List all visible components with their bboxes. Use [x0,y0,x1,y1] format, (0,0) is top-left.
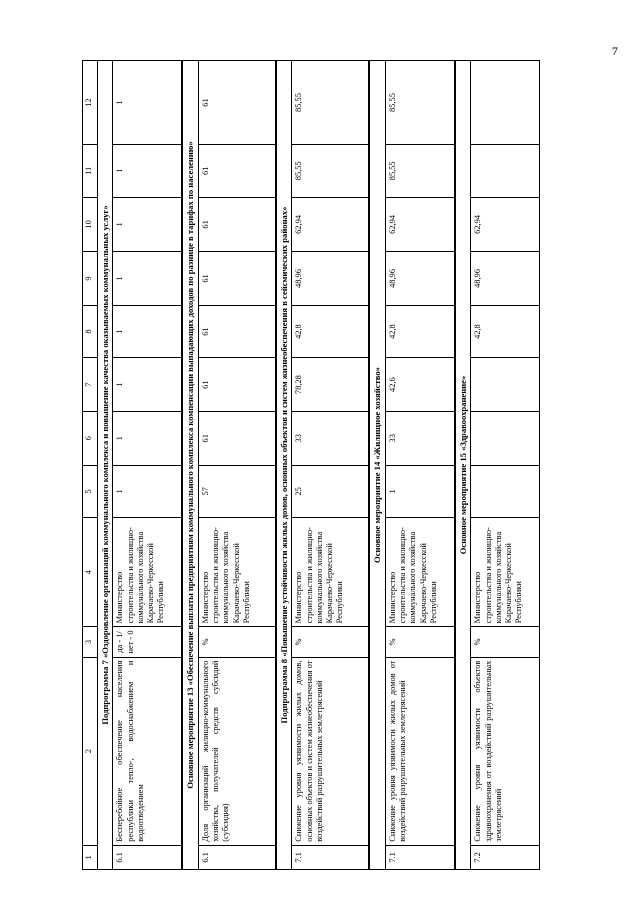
value-cell: 1 [113,197,183,252]
row-number-cell: 6.1 [113,845,183,869]
table-row [471,61,540,870]
section-heading-row [369,61,385,870]
value-cell: 61 [198,61,276,145]
row-number-cell: 7.2 [471,845,540,869]
value-cell: 48,96 [471,252,540,306]
column-number: 11 [83,145,98,198]
column-number: 4 [83,518,98,627]
section-heading: Подпрограмма 7 «Оздоровление организаций коммунального комплекса и повышение качества оказываемых коммунальных услуг» [98,61,113,870]
value-cell: 62,94 [471,197,540,252]
value-cell: 61 [198,411,276,465]
section-heading-row [98,61,113,870]
section-heading: Основное мероприятие 15 «Здравоохранение» [455,61,471,870]
table-row [292,61,370,870]
value-cell [471,411,540,465]
indicator-name-cell: Снижение уровня уязвимости жилых домов от воздействий разрушительных землетрясений [385,657,455,845]
column-number: 9 [83,252,98,306]
value-cell: 85,55 [385,61,455,145]
section-heading: Основное мероприятие 13 «Обеспечение выплаты предприятиям коммунального комплекса компенсации выпадающих доходов по разнице в тарифах по населению» [182,61,198,870]
indicators-table [82,60,540,870]
section-heading: Подпрограмма 8 «Повышение устойчивости жилых домов, основных объектов и систем жизнеобеспечения в сейсмических районах» [276,61,292,870]
value-cell: 62,94 [385,197,455,252]
value-cell: 61 [198,252,276,306]
executor-cell: Министерство строительства и жилищно-коммунального хозяйства Карачаево-Черкесской Республики [198,518,276,627]
value-cell: 61 [198,197,276,252]
table-row [198,61,276,870]
column-number: 10 [83,197,98,252]
value-cell [471,358,540,412]
value-cell: 48,96 [292,252,370,306]
unit-cell: % [471,627,540,657]
rotated-table-container [82,60,622,870]
executor-cell: Министерство строительства и жилищно-коммунального хозяйства Карачаево-Черкесской Республики [292,518,370,627]
executor-cell: Министерство строительства и жилищно-коммунального хозяйства Карачаево-Черкесской Республики [385,518,455,627]
unit-cell: % [385,627,455,657]
value-cell: 1 [113,411,183,465]
section-heading-row [182,61,198,870]
column-number: 6 [83,411,98,465]
value-cell: 57 [198,465,276,518]
column-number: 8 [83,305,98,358]
value-cell [471,145,540,198]
value-cell: 78,28 [292,358,370,412]
value-cell: 33 [292,411,370,465]
value-cell: 62,94 [292,197,370,252]
executor-cell: Министерство строительства и жилищно-коммунального хозяйства Карачаево-Черкесской Республики [471,518,540,627]
value-cell: 1 [113,305,183,358]
unit-cell: % [198,627,276,657]
column-number-row [83,61,98,870]
row-number-cell: 7.1 [292,845,370,869]
executor-cell: Министерство строительства и жилищно-коммунального хозяйства Карачаево-Черкесской Республики [113,518,183,627]
indicator-name-cell: Доля организаций жилищно-коммунального хозяйства, получателей средств субсидий (субсидия) [198,657,276,845]
value-cell: 1 [113,252,183,306]
indicator-name-cell: Снижение уровня уязвимости объектов здравоохранения от воздействий разрушительных землетрясений [471,657,540,845]
value-cell: 61 [198,358,276,412]
value-cell: 42,8 [385,305,455,358]
column-number: 1 [83,845,98,869]
indicator-name-cell: Снижение уровня уязвимости жилых домов, основных объектов и систем жизнеобеспечения от воздействий разрушительных землетрясений [292,657,370,845]
value-cell: 1 [113,61,183,145]
value-cell: 1 [385,465,455,518]
value-cell: 61 [198,145,276,198]
value-cell: 25 [292,465,370,518]
value-cell: 33 [385,411,455,465]
value-cell: 48,96 [385,252,455,306]
value-cell: 85,55 [292,145,370,198]
section-heading-row [276,61,292,870]
value-cell [471,61,540,145]
value-cell [471,465,540,518]
value-cell: 42,8 [292,305,370,358]
row-number-cell: 6.1 [198,845,276,869]
unit-cell: да - 1/нет - 0 [113,627,183,657]
column-number: 3 [83,627,98,657]
unit-cell: % [292,627,370,657]
value-cell: 1 [113,145,183,198]
value-cell: 1 [113,358,183,412]
table-row [385,61,455,870]
value-cell: 61 [198,305,276,358]
value-cell: 42,8 [471,305,540,358]
indicator-name-cell: Бесперебойное обеспечение населения республики тепло-, водоснабжением и водоотведением [113,657,183,845]
section-heading-row [455,61,471,870]
page-number: 7 [612,44,618,58]
column-number: 5 [83,465,98,518]
column-number: 7 [83,358,98,412]
table-row [113,61,183,870]
value-cell: 1 [113,465,183,518]
column-number: 2 [83,657,98,845]
section-heading: Основное мероприятие 14 «Жилищное хозяйство» [369,61,385,870]
row-number-cell: 7.1 [385,845,455,869]
column-number: 12 [83,61,98,145]
value-cell: 85,55 [292,61,370,145]
value-cell: 85,55 [385,145,455,198]
value-cell: 42,6 [385,358,455,412]
